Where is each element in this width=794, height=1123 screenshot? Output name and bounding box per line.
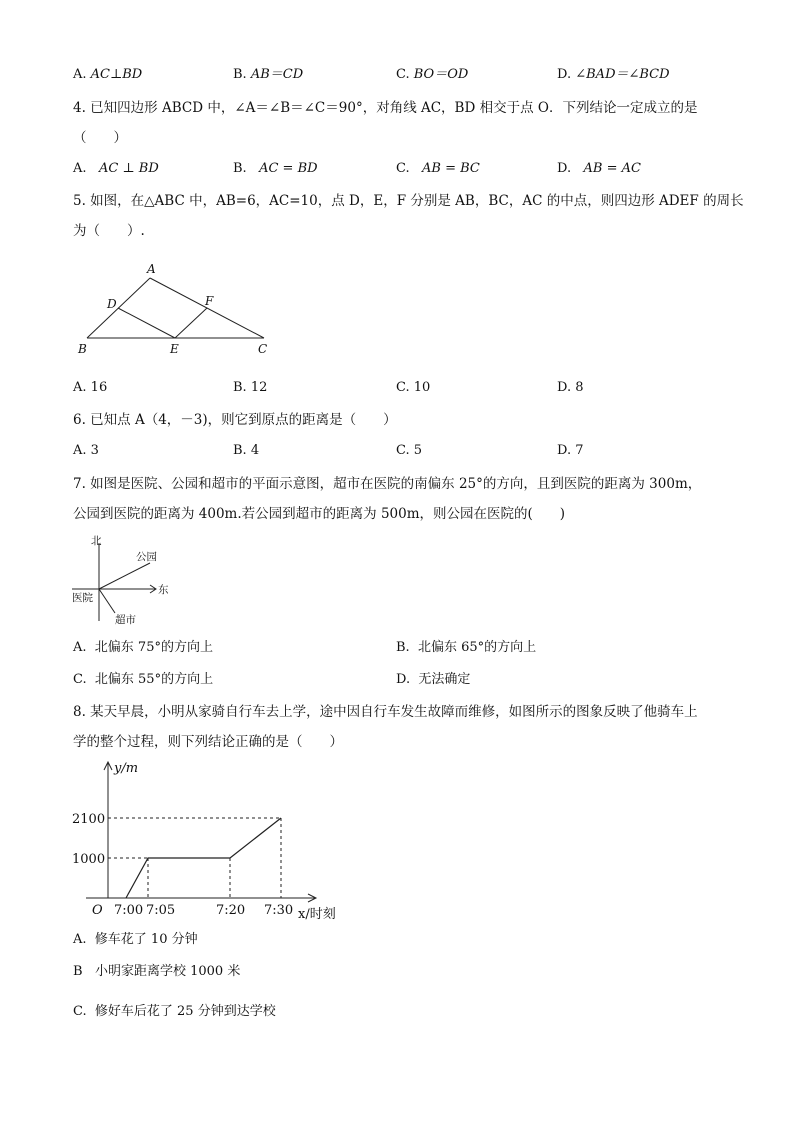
q7-option-d[interactable]: D. 无法确定	[396, 672, 471, 687]
q7-map-figure	[70, 533, 180, 628]
q5-stem-line2: 为（ ）.	[73, 223, 145, 239]
market-direction	[99, 589, 115, 613]
q4-stem-line2: （ ）	[73, 130, 127, 146]
park-label: 公园	[136, 551, 157, 563]
q8-stem-line1: 8. 某天早晨，小明从家骑自行车去上学，途中因自行车发生故障而维修，如图所示的图象反映了他骑车上	[73, 704, 698, 720]
q4-option-b[interactable]: B. AC = BD	[233, 161, 318, 176]
q8-option-b[interactable]: B 小明家距离学校 1000 米	[73, 964, 241, 979]
market-label: 超市	[115, 614, 136, 626]
y-axis-label: y/m	[114, 761, 139, 776]
park-direction	[99, 563, 150, 589]
x-tick-730: 7:30	[264, 903, 294, 918]
segment-de	[118, 308, 175, 338]
q3-option-b[interactable]: B. AB＝CD	[233, 67, 304, 82]
q5-triangle-figure	[70, 260, 290, 360]
q6-option-b[interactable]: B. 4	[233, 443, 260, 458]
q5-stem-line1: 5. 如图，在△ABC 中，AB=6，AC=10，点 D，E，F 分别是 AB，BC，AC 的中点，则四边形 ADEF 的周长	[73, 193, 744, 209]
label-a: A	[147, 262, 156, 276]
q6-option-a[interactable]: A. 3	[73, 443, 99, 458]
east-label: 东	[158, 584, 169, 596]
q7-stem-line1: 7. 如图是医院、公园和超市的平面示意图，超市在医院的南偏东 25°的方向，且到医院的距离为 300m，	[73, 476, 702, 492]
x-tick-705: 7:05	[146, 903, 176, 918]
q6-stem: 6. 已知点 A（4，－3)，则它到原点的距离是（ ）	[73, 412, 397, 428]
q4-option-a[interactable]: A. AC ⊥ BD	[73, 161, 159, 176]
label-f: F	[205, 294, 214, 308]
q8-option-a[interactable]: A. 修车花了 10 分钟	[73, 932, 198, 947]
hospital-label: 医院	[72, 592, 93, 604]
q7-option-c[interactable]: C. 北偏东 55°的方向上	[73, 672, 214, 687]
y-tick-1000: 1000	[72, 852, 106, 867]
q3-option-a[interactable]: A. AC⊥BD	[73, 67, 143, 82]
q7-option-a[interactable]: A. 北偏东 75°的方向上	[73, 640, 213, 655]
q6-option-c[interactable]: C. 5	[396, 443, 423, 458]
q8-option-c[interactable]: C. 修好车后花了 25 分钟到达学校	[73, 1004, 276, 1019]
q7-stem-line2: 公园到医院的距离为 400m.若公园到超市的距离为 500m，则公园在医院的( )	[73, 506, 566, 522]
segment-ef	[175, 308, 207, 338]
x-tick-700: 7:00	[114, 903, 144, 918]
x-axis-label: x/时刻	[298, 907, 336, 922]
q5-option-a[interactable]: A. 16	[73, 380, 108, 395]
q4-option-d[interactable]: D. AB = AC	[557, 161, 641, 176]
label-b: B	[78, 342, 87, 356]
ride-graph-line	[126, 818, 281, 898]
label-c: C	[258, 342, 268, 356]
label-e: E	[170, 342, 179, 356]
q4-stem-line1: 4. 已知四边形 ABCD 中，∠A＝∠B＝∠C＝90°，对角线 AC，BD 相交于点 O．下列结论一定成立的是	[73, 100, 698, 116]
q5-option-c[interactable]: C. 10	[396, 380, 431, 395]
label-d: D	[107, 297, 117, 311]
q4-option-c[interactable]: C. AB = BC	[396, 161, 480, 176]
q3-option-c[interactable]: C. BO＝OD	[396, 67, 469, 82]
q3-option-d[interactable]: D. ∠BAD＝∠BCD	[557, 67, 670, 82]
q7-option-b[interactable]: B. 北偏东 65°的方向上	[396, 640, 537, 655]
y-tick-2100: 2100	[72, 812, 106, 827]
origin-label: O	[92, 903, 103, 918]
q6-option-d[interactable]: D. 7	[557, 443, 584, 458]
north-label: 北	[91, 535, 102, 547]
q5-option-b[interactable]: B. 12	[233, 380, 268, 395]
x-tick-720: 7:20	[216, 903, 246, 918]
q5-option-d[interactable]: D. 8	[557, 380, 584, 395]
q8-distance-time-graph	[68, 758, 358, 923]
q8-stem-line2: 学的整个过程，则下列结论正确的是（ ）	[73, 734, 343, 750]
